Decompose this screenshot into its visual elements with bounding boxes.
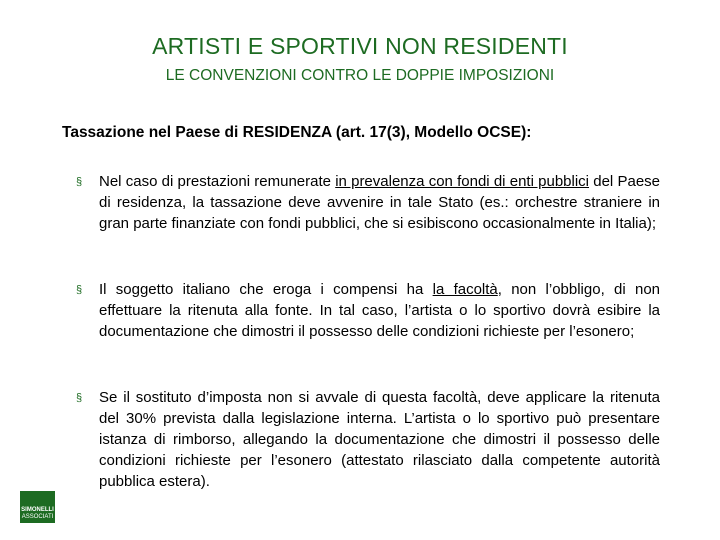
bullet-text: , non l’obbligo, di non effettuare la ritenuta alla fonte. In tal caso, l’artista o lo sportivo dovrà esibire la documentazione che dimostri il possesso delle condizioni richieste per l’esonero; bbox=[99, 281, 660, 340]
bullet-underlined-text: la facoltà bbox=[432, 281, 498, 298]
bullet-text: Nel caso di prestazioni remunerate bbox=[99, 173, 336, 190]
bullet-item-3 bbox=[76, 387, 660, 492]
bullet-text: Il soggetto italiano che eroga i compensi ha bbox=[99, 281, 433, 298]
slide-subtitle: LE CONVENZIONI CONTRO LE DOPPIE IMPOSIZIONI bbox=[165, 67, 555, 84]
bullet-item-2 bbox=[76, 279, 660, 342]
bullet-text: del Paese di residenza, la tassazione deve avvenire in tale Stato (es.: orchestre straniere in gran parte finanziate con fondi pubblici, che si esibiscono occasionalmente in Italia); bbox=[99, 173, 661, 232]
slide-title: ARTISTI E SPORTIVI NON RESIDENTI bbox=[152, 33, 568, 59]
logo-line-1: SIMONELLI bbox=[21, 507, 54, 513]
section-heading: Tassazione nel Paese di RESIDENZA (art. 17(3), Modello OCSE): bbox=[62, 124, 532, 141]
bullet-marker: § bbox=[76, 284, 83, 296]
logo-line-2: ASSOCIATI bbox=[21, 514, 54, 520]
bullet-text: Se il sostituto d’imposta non si avvale di questa facoltà, deve applicare la ritenuta del 30% prevista dalla legislazione interna. L’artista o lo sportivo può presentare istanza di rimborso, allegando la documentazione che dimostri il possesso delle condizioni richieste per l’esonero (attestato rilasciato dalla competente autorità pubblica estera). bbox=[99, 389, 660, 490]
bullet-marker: § bbox=[76, 176, 83, 188]
bullet-item-1 bbox=[76, 171, 661, 234]
bullet-underlined-text: in prevalenza con fondi di enti pubblici bbox=[335, 173, 590, 190]
company-logo bbox=[20, 491, 55, 523]
bullet-marker: § bbox=[76, 392, 83, 404]
